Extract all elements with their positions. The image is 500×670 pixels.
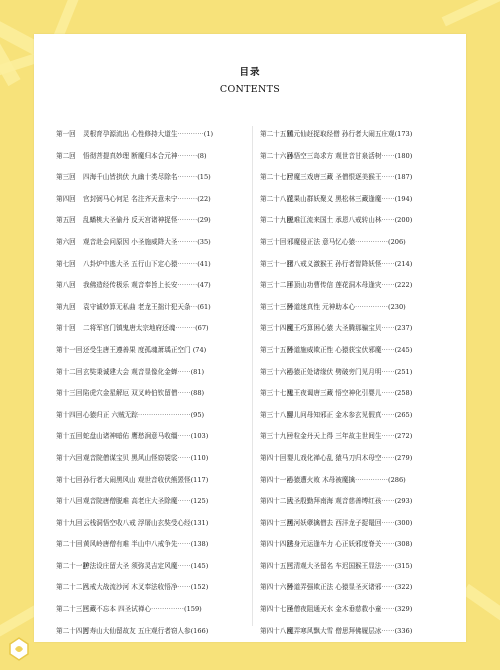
chapter-number: 第十二回 — [56, 367, 83, 376]
chapter-title: 蛇盘山诸神暗佑 鹰愁涧意马收缰⋯⋯(103) — [83, 432, 209, 441]
chapter-title: 外道弄强欺正法 心猿显圣灭诸邪⋯⋯(322) — [287, 583, 413, 592]
chapter-title: 乱蟠桃大圣偷丹 反天宫诸神捉怪⋯⋯⋯(29) — [83, 216, 211, 225]
chapter-number: 第三回 — [56, 173, 76, 182]
toc-entry[interactable] — [260, 621, 455, 643]
chapter-title: 我佛造经传极乐 观音奉旨上长安⋯⋯⋯(47) — [83, 281, 211, 290]
chapter-number: 第四十一回 — [260, 475, 293, 484]
chapter-title: 二将军宫门镇鬼唐太宗地府还魂⋯⋯⋯(67) — [83, 324, 209, 333]
toc-entry[interactable] — [260, 534, 455, 556]
logo-icon — [6, 636, 32, 662]
chapter-number: 第三十一回 — [260, 259, 293, 268]
chapter-number: 第二十七回 — [260, 173, 293, 182]
chapter-number: 第四十六回 — [260, 583, 293, 592]
toc-entry[interactable] — [56, 470, 251, 492]
toc-entry[interactable] — [260, 556, 455, 578]
toc-subtitle: CONTENTS — [219, 84, 281, 95]
chapter-title: 婴儿问母知邪正 金木参玄见假真⋯⋯(265) — [287, 410, 413, 419]
toc-entry[interactable] — [260, 124, 455, 146]
toc-entry[interactable] — [56, 124, 251, 146]
chapter-title: 灵根育孕源流出 心性修持大道生⋯⋯⋯⋯(1) — [83, 130, 214, 138]
chapter-number: 第三十二回 — [260, 281, 293, 290]
toc-entry[interactable] — [260, 189, 455, 211]
chapter-number: 第九回 — [56, 302, 76, 311]
toc-entry[interactable] — [56, 491, 251, 513]
toc-entry[interactable] — [56, 383, 251, 405]
chapter-number: 第四十八回 — [260, 626, 293, 635]
chapter-number: 第四十三回 — [260, 518, 293, 527]
toc-entry[interactable] — [260, 470, 455, 492]
chapter-number: 第一回 — [56, 130, 76, 138]
toc-entry[interactable] — [260, 513, 455, 535]
toc-entry[interactable] — [260, 383, 455, 405]
toc-entry[interactable] — [56, 405, 251, 427]
toc-entry[interactable] — [56, 254, 251, 276]
toc-entry[interactable] — [56, 556, 251, 578]
chapter-number: 第二十九回 — [260, 216, 293, 225]
toc-entry[interactable] — [56, 513, 251, 535]
chapter-title: 黑河妖孽擒僧去 西洋龙子捉鼍回⋯⋯(300) — [287, 518, 413, 527]
chapter-title: 圣僧夜阻通天水 金木垂慈救小童⋯⋯(329) — [287, 605, 413, 614]
chapter-title: 镇元仙赶捉取经僧 孙行者大闹五庄观(173) — [287, 130, 413, 138]
chapter-title: 花果山群妖聚义 黑松林三藏逢魔⋯⋯(194) — [287, 194, 413, 203]
toc-entry[interactable] — [260, 491, 455, 513]
chapter-number: 第四十四回 — [260, 540, 293, 549]
toc-entry[interactable] — [56, 232, 251, 254]
chapter-title: 观音院僧谋宝贝 黑风山怪窃袈裟⋯⋯(110) — [83, 453, 209, 462]
toc-entry[interactable] — [260, 362, 455, 384]
toc-column-right — [260, 124, 455, 642]
chapter-number: 第十六回 — [56, 453, 83, 462]
chapter-title: 八戒大战流沙河 木叉奉法收悟净⋯⋯(152) — [83, 583, 209, 592]
chapter-number: 第三十四回 — [260, 324, 293, 333]
toc-entry[interactable] — [56, 448, 251, 470]
toc-entry[interactable] — [56, 297, 251, 319]
chapter-title: 四海千山皆拱伏 九幽十类尽除名⋯⋯⋯(15) — [83, 173, 211, 182]
chapter-number: 第四十五回 — [260, 561, 293, 570]
toc-entry[interactable] — [56, 362, 251, 384]
toc-entry[interactable] — [260, 254, 455, 276]
chapter-number: 第四回 — [56, 194, 76, 203]
toc-entry[interactable] — [260, 599, 455, 621]
toc-entry[interactable] — [56, 210, 251, 232]
column-divider — [252, 126, 253, 626]
chapter-number: 第二十四回 — [56, 626, 89, 635]
chapter-number: 第二回 — [56, 151, 76, 160]
chapter-title: 尸魔三戏唐三藏 圣僧恨逐美猴王⋯⋯(187) — [287, 173, 413, 182]
chapter-number: 第十一回 — [56, 345, 83, 354]
chapter-number: 第二十六回 — [260, 151, 293, 160]
toc-entry[interactable] — [260, 577, 455, 599]
chapter-number: 第二十回 — [56, 540, 83, 549]
chapter-title: 黄风岭唐僧有难 半山中八戒争先⋯⋯(138) — [83, 540, 209, 549]
toc-entry[interactable] — [260, 340, 455, 362]
chapter-title: 邪魔侵正法 意马忆心猿⋯⋯⋯⋯⋯(206) — [287, 237, 406, 246]
chapter-title: 心猿正处诸缘伏 劈破旁门见月明⋯⋯(251) — [287, 367, 413, 376]
chapter-title: 脱难江流来国土 承恩八戒转山林⋯⋯(200) — [287, 216, 413, 225]
chapter-title: 云栈洞悟空收八戒 浮屠山玄奘受心经(131) — [83, 518, 209, 527]
toc-title: 目录 — [239, 67, 261, 78]
chapter-title: 三藏不忘本 四圣试禅心⋯⋯⋯⋯⋯(159) — [83, 605, 202, 614]
toc-entry[interactable] — [260, 448, 455, 470]
chapter-number: 第二十一回 — [56, 561, 89, 570]
chapter-number: 第三十九回 — [260, 432, 293, 441]
toc-entry[interactable] — [260, 167, 455, 189]
toc-page — [34, 34, 466, 642]
toc-entry[interactable] — [56, 189, 251, 211]
chapter-title: 悟彻菩提真妙理 断魔归本合元神⋯⋯⋯(8) — [83, 151, 207, 160]
chapter-title: 陷虎穴金星解厄 双叉岭伯钦留僧⋯⋯(88) — [83, 389, 205, 398]
chapter-title: 猪八戒义激猴王 孙行者智降妖怪⋯⋯(214) — [287, 259, 413, 268]
chapter-number: 第十八回 — [56, 497, 83, 506]
chapter-number: 第三十六回 — [260, 367, 293, 376]
toc-entry[interactable] — [56, 318, 251, 340]
chapter-number: 第三十七回 — [260, 389, 293, 398]
chapter-title: 护法设庄留大圣 须弥灵吉定风魔⋯⋯(145) — [83, 561, 209, 570]
chapter-title: 八卦炉中逃大圣 五行山下定心猿⋯⋯⋯(41) — [83, 259, 211, 268]
chapter-title: 平顶山功曹传信 莲花洞木母逢灾⋯⋯(222) — [287, 281, 413, 290]
toc-entry[interactable] — [56, 599, 251, 621]
chapter-number: 第八回 — [56, 281, 76, 290]
chapter-title: 魔王巧算困心猿 大圣腾那骗宝贝⋯⋯(237) — [287, 324, 413, 333]
chapter-number: 第十七回 — [56, 475, 83, 484]
toc-entry[interactable] — [56, 426, 251, 448]
chapter-number: 第四十二回 — [260, 497, 293, 506]
chapter-title: 外道迷真性 元神助本心⋯⋯⋯⋯⋯(230) — [287, 302, 406, 311]
toc-entry[interactable] — [260, 426, 455, 448]
chapter-number: 第四十回 — [260, 453, 287, 462]
chapter-title: 玄奘秉诚建大会 观音显像化金蝉⋯⋯(81) — [83, 367, 205, 376]
chapter-title: 万寿山大仙留故友 五庄观行者窃人参(166) — [83, 626, 209, 635]
chapter-number: 第十回 — [56, 324, 76, 333]
chapter-title: 心猿遭火败 木母被魔擒⋯⋯⋯⋯⋯(286) — [287, 475, 406, 484]
toc-entry[interactable] — [260, 297, 455, 319]
chapter-title: 还受生唐王遵善果 度孤魂萧瑀正空门 (74) — [83, 345, 207, 354]
chapter-title: 一粒金丹天上得 三年故主世间生⋯⋯(272) — [287, 432, 413, 441]
chapter-title: 心猿归正 六贼无踪⋯⋯⋯⋯⋯⋯⋯⋯(95) — [83, 410, 205, 419]
toc-entry[interactable] — [56, 275, 251, 297]
toc-entry[interactable] — [260, 405, 455, 427]
chapter-number: 第二十二回 — [56, 583, 89, 592]
chapter-title: 大圣殷勤拜南海 观音慈善缚红孩⋯⋯(293) — [287, 497, 413, 506]
chapter-title: 外道施威欺正性 心猿获宝伏邪魔⋯⋯(245) — [287, 345, 413, 354]
toc-entry[interactable] — [56, 621, 251, 643]
chapter-number: 第五回 — [56, 216, 76, 225]
chapter-number: 第十三回 — [56, 389, 83, 398]
chapter-number: 第二十八回 — [260, 194, 293, 203]
toc-entry[interactable] — [260, 146, 455, 168]
chapter-number: 第十五回 — [56, 432, 83, 441]
chapter-title: 法身元运逢车力 心正妖邪度脊关⋯⋯(308) — [287, 540, 413, 549]
chapter-title: 鬼王夜谒唐三藏 悟空神化引婴儿⋯⋯(258) — [287, 389, 413, 398]
chapter-number: 第二十三回 — [56, 605, 89, 614]
toc-entry[interactable] — [260, 210, 455, 232]
chapter-number: 第二十五回 — [260, 130, 293, 138]
chapter-number: 第三十八回 — [260, 410, 293, 419]
toc-column-left — [56, 124, 251, 642]
chapter-number: 第七回 — [56, 259, 76, 268]
toc-entry[interactable] — [260, 318, 455, 340]
chapter-title: 三清观大圣留名 车迟国猴王显法⋯⋯(315) — [287, 561, 413, 570]
toc-entry[interactable] — [56, 340, 251, 362]
chapter-title: 观音院唐僧脱难 高老庄大圣除魔⋯⋯(125) — [83, 497, 209, 506]
chapter-number: 第十九回 — [56, 518, 83, 527]
toc-entry[interactable] — [260, 275, 455, 297]
chapter-title: 观音赴会问原因 小圣施威降大圣⋯⋯⋯(35) — [83, 237, 211, 246]
chapter-title: 孙悟空三岛求方 观世音甘泉活树⋯⋯(180) — [287, 151, 413, 160]
chapter-title: 婴儿戏化禅心乱 猿马刀归木母空⋯⋯(279) — [287, 453, 413, 462]
chapter-number: 第三十五回 — [260, 345, 293, 354]
toc-entry[interactable] — [260, 232, 455, 254]
toc-entry[interactable] — [56, 167, 251, 189]
toc-entry[interactable] — [56, 146, 251, 168]
chapter-title: 袁守诚妙算无私曲 老龙王拙计犯天条⋯(61) — [83, 302, 211, 311]
toc-entry[interactable] — [56, 534, 251, 556]
chapter-title: 孙行者大闹黑风山 观世音收伏熊罴怪(117) — [83, 475, 209, 484]
chapter-number: 第四十七回 — [260, 605, 293, 614]
chapter-number: 第三十回 — [260, 237, 287, 246]
chapter-number: 第六回 — [56, 237, 76, 246]
chapter-number: 第三十三回 — [260, 302, 293, 311]
chapter-title: 魔弄寒风飘大雪 僧思拜佛履层冰⋯⋯(336) — [287, 626, 413, 635]
chapter-title: 官封弼马心何足 名注齐天意未宁⋯⋯⋯(22) — [83, 194, 211, 203]
toc-entry[interactable] — [56, 577, 251, 599]
chapter-number: 第十四回 — [56, 410, 83, 419]
